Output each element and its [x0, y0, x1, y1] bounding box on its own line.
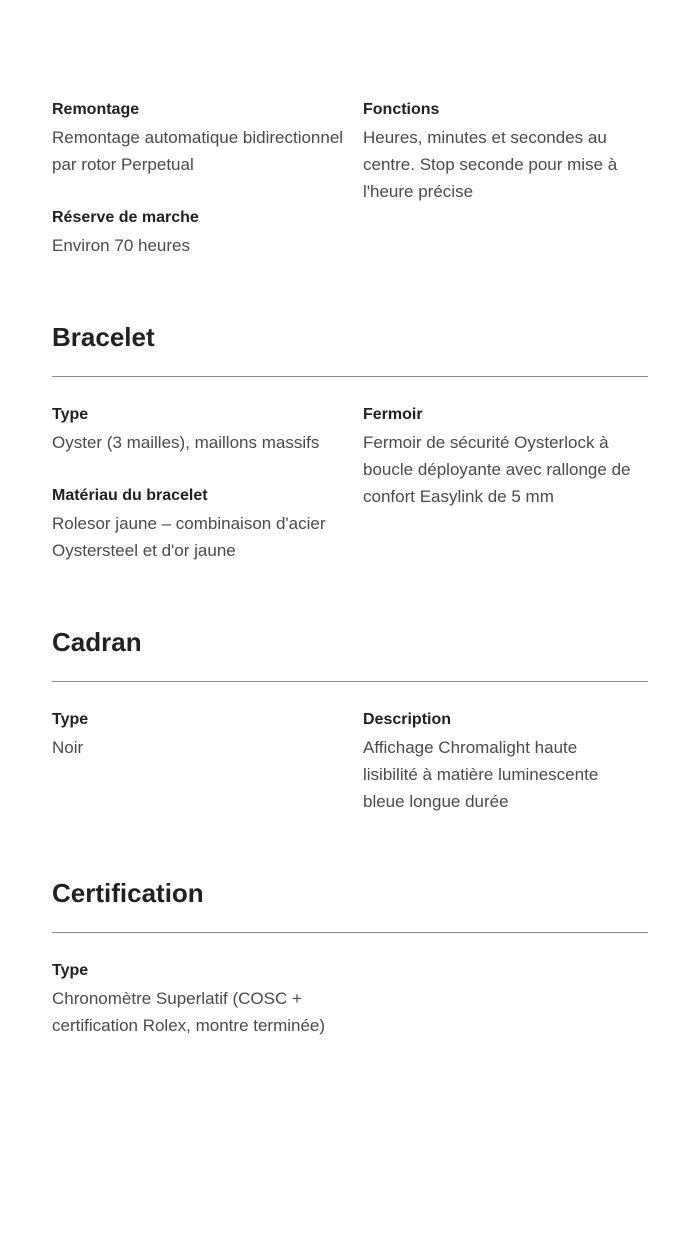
spec-value: Rolesor jaune – combinaison d'acier Oystersteel et d'or jaune	[52, 514, 326, 560]
spec-value: Affichage Chromalight haute lisibilité à matière luminescente bleue longue durée	[363, 738, 599, 811]
section-divider	[52, 376, 648, 377]
spec-functions	[363, 100, 653, 205]
spec-power-reserve	[52, 208, 352, 259]
spec-label: Fermoir	[363, 406, 423, 423]
spec-label: Matériau du bracelet	[52, 487, 208, 504]
spec-value: Oyster (3 mailles), maillons massifs	[52, 433, 320, 452]
spec-clasp	[363, 405, 653, 510]
spec-label: Type	[52, 962, 89, 979]
spec-label: Remontage	[52, 101, 140, 118]
spec-value: Fermoir de sécurité Oysterlock à boucle déployante avec rallonge de confort Easylink de 5 mm	[363, 433, 631, 506]
section-title-certification: Certification	[52, 878, 204, 908]
spec-dial-type	[52, 710, 352, 761]
spec-label: Réserve de marche	[52, 209, 199, 226]
spec-bracelet-type	[52, 405, 347, 456]
section-title-dial: Cadran	[52, 627, 142, 657]
spec-label: Type	[52, 406, 89, 423]
spec-dial-description	[363, 710, 633, 815]
spec-label: Fonctions	[363, 101, 440, 118]
spec-value: Chronomètre Superlatif (COSC + certification Rolex, montre terminée)	[52, 989, 326, 1035]
section-title-bracelet: Bracelet	[52, 322, 155, 352]
spec-winding	[52, 100, 352, 178]
spec-value: Remontage automatique bidirectionnel par rotor Perpetual	[52, 128, 344, 174]
spec-label: Description	[363, 711, 452, 728]
section-divider	[52, 681, 648, 682]
spec-value: Environ 70 heures	[52, 236, 190, 255]
spec-label: Type	[52, 711, 89, 728]
spec-certification-type	[52, 961, 332, 1039]
spec-value: Noir	[52, 738, 84, 757]
spec-bracelet-material	[52, 486, 347, 564]
section-divider	[52, 932, 648, 933]
spec-value: Heures, minutes et secondes au centre. Stop seconde pour mise à l'heure précise	[363, 128, 618, 201]
